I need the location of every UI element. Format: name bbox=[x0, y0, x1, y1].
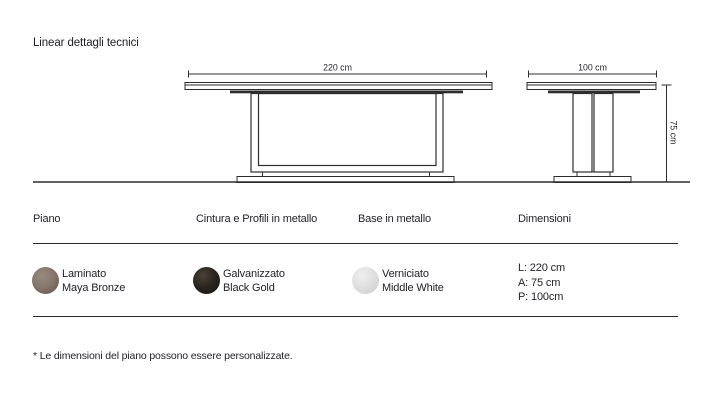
page-title: Linear dettagli tecnici bbox=[33, 37, 139, 49]
front-leg-frame-inner bbox=[259, 94, 437, 166]
side-column-panel-right bbox=[594, 94, 613, 173]
divider-line-bottom bbox=[33, 316, 678, 317]
column-header-cintura: Cintura e Profili in metallo bbox=[196, 213, 318, 225]
maya-bronze-swatch bbox=[32, 267, 59, 294]
column-header-piano: Piano bbox=[33, 213, 61, 225]
footnote: * Le dimensioni del piano possono essere personalizzate. bbox=[33, 350, 293, 362]
technical-drawing bbox=[0, 55, 707, 195]
dimension-length: L: 220 cm bbox=[518, 262, 565, 274]
front-apron bbox=[230, 91, 463, 94]
base-finish-name: Middle White bbox=[382, 281, 444, 294]
black-gold-swatch bbox=[193, 267, 220, 294]
front-tabletop bbox=[185, 83, 492, 90]
base-finish-label bbox=[382, 267, 444, 295]
cintura-finish-name: Black Gold bbox=[223, 281, 275, 294]
divider-line-top bbox=[33, 243, 678, 244]
front-width-dimension-label: 220 cm bbox=[323, 62, 352, 73]
piano-material-name: Laminato bbox=[62, 268, 107, 280]
side-apron bbox=[548, 91, 640, 94]
dimension-depth: P: 100cm bbox=[518, 291, 564, 303]
side-view bbox=[527, 63, 679, 183]
base-finish-item bbox=[352, 267, 444, 295]
cintura-material-name: Galvanizzato bbox=[223, 268, 285, 280]
side-column-panel-left bbox=[573, 94, 592, 173]
side-tabletop bbox=[527, 83, 656, 90]
column-header-dimensioni: Dimensioni bbox=[518, 213, 571, 225]
base-material-name: Verniciato bbox=[382, 268, 429, 280]
piano-finish-label bbox=[62, 267, 125, 295]
front-view bbox=[185, 63, 492, 183]
side-column-cap bbox=[577, 172, 610, 177]
piano-finish-name: Maya Bronze bbox=[62, 281, 126, 294]
piano-finish-item bbox=[32, 267, 125, 295]
column-header-base: Base in metallo bbox=[358, 213, 431, 225]
middle-white-swatch bbox=[352, 267, 379, 294]
dimension-height: A: 75 cm bbox=[518, 276, 561, 289]
side-depth-dimension-label: 100 cm bbox=[578, 62, 607, 73]
cintura-finish-label bbox=[223, 267, 285, 295]
dimensions-values bbox=[518, 261, 565, 305]
cintura-finish-item bbox=[193, 267, 285, 295]
front-leg-frame-outer bbox=[251, 94, 443, 173]
side-height-dimension-label: 75 cm bbox=[668, 120, 679, 145]
